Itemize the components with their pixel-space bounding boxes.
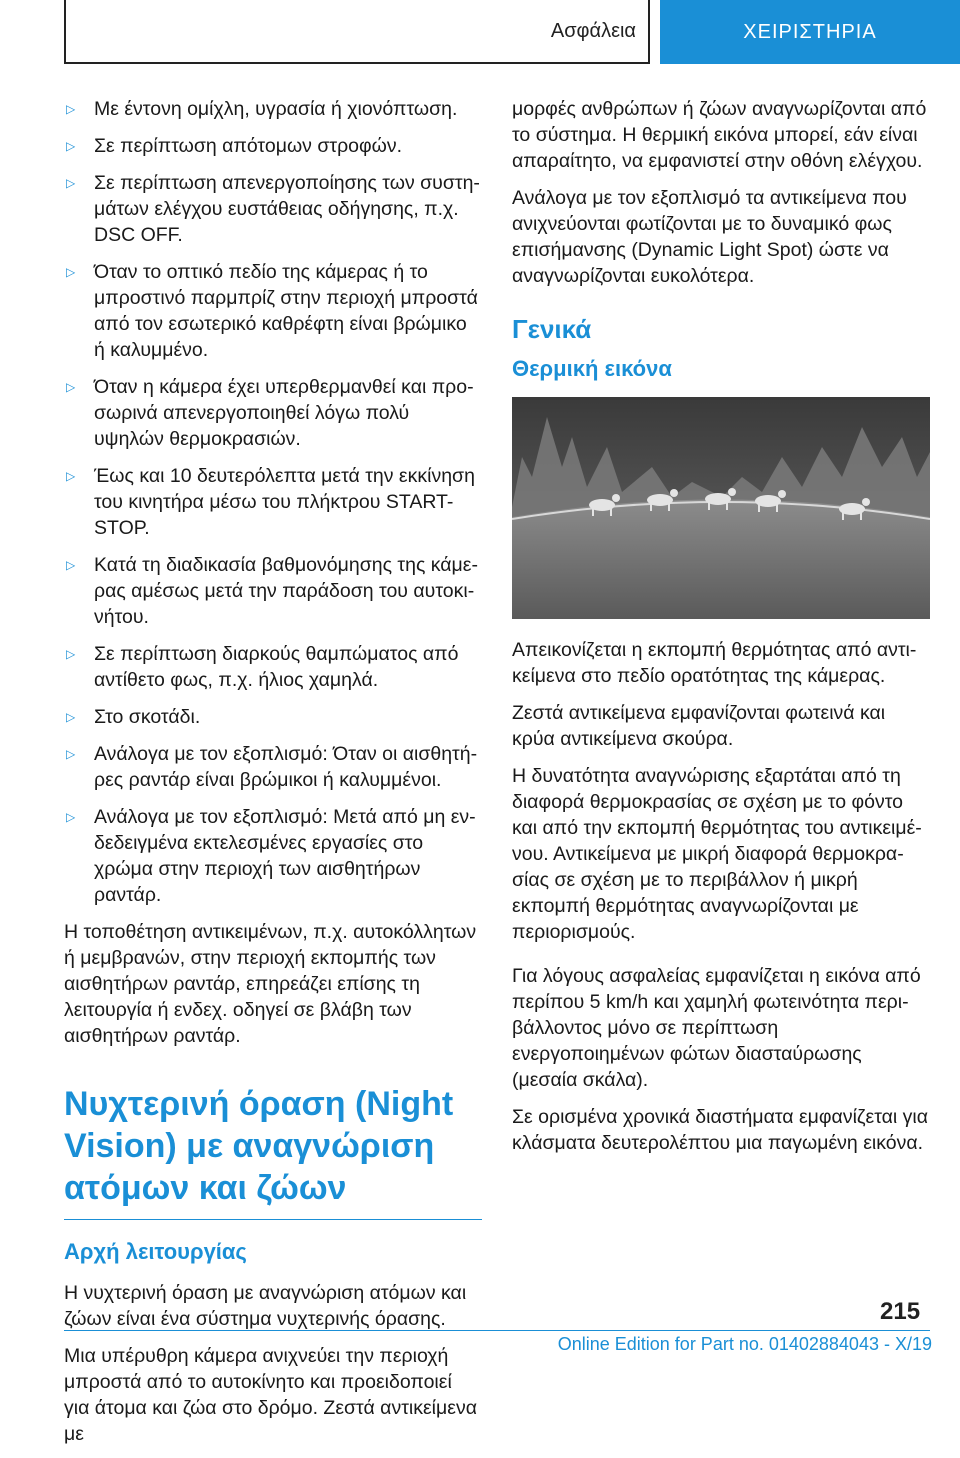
paragraph: Ανάλογα με τον εξοπλισμό τα αντικείμενα που ανιχνεύονται φωτίζονται με το δυναμικό φως επισήμανσης (Dynamic Light Spot) ώστε να αναγνωρίζονται ευκολότερα. — [512, 187, 907, 287]
triangle-bullet-icon: ▷ — [66, 380, 76, 394]
paragraph: Η νυχτερινή όραση με αναγνώριση ατόμων και ζώων είναι ένα σύστημα νυχτερινής όρασης. — [64, 1282, 467, 1330]
chapter-tab: ΧΕΙΡΙΣΤΗΡΙΑ — [660, 0, 960, 64]
list-item: ▷ Έως και 10 δευτερόλεπτα μετά την εκκίνηση του κινητήρα μέσω του πλήκτρου START-STOP. — [66, 465, 475, 539]
triangle-bullet-icon: ▷ — [66, 810, 76, 824]
thermal-image-illustration — [512, 397, 930, 619]
triangle-bullet-icon: ▷ — [66, 469, 76, 483]
triangle-bullet-icon: ▷ — [66, 139, 76, 153]
triangle-bullet-icon: ▷ — [66, 710, 76, 724]
list-item: ▷ Ανάλογα με τον εξοπλισμό: Μετά από μη ενδεδειγμένα εκτελεσμένες εργασίες στο χρώμα στην περιοχή των αισθητήρων ραντάρ. — [66, 806, 476, 906]
section-heading-general: Γενικά — [512, 314, 592, 344]
triangle-bullet-icon: ▷ — [66, 558, 76, 572]
footer-rule — [64, 1330, 930, 1331]
subsection-heading: Αρχή λειτουργίας — [64, 1239, 247, 1264]
list-item: ▷ Σε περίπτωση απενεργοποίησης των συστημάτων ελέγχου ευστάθειας οδήγησης, π.χ. DSC OFF. — [66, 172, 480, 246]
triangle-bullet-icon: ▷ — [66, 747, 76, 761]
triangle-bullet-icon: ▷ — [66, 102, 76, 116]
triangle-bullet-icon: ▷ — [66, 647, 76, 661]
paragraph: Σε ορισμένα χρονικά διαστήματα εμφανίζεται για κλάσματα δευτερολέπτου μια παγωμένη εικόνα. — [512, 1106, 928, 1154]
page-header — [0, 0, 960, 66]
list-item: ▷ Ανάλογα με τον εξοπλισμό: Όταν οι αισθητήρες ραντάρ είναι βρώμικοι ή καλυμμένοι. — [66, 743, 478, 791]
heading-rule — [64, 1219, 482, 1220]
paragraph: Απεικονίζεται η εκπομπή θερμότητας από αντικείμενα στο πεδίο ορατότητας της κάμερας. — [512, 639, 917, 687]
paragraph: Η δυνατότητα αναγνώρισης εξαρτάται από τη διαφορά θερμοκρασίας σε σχέση με το φόντο και από την εκπομπή θερμότητας του αντικειμένου. Αντικείμενα με μικρή διαφορά θερμοκρασίας σε σχέση με το περιβάλλον ή μικρή εκπομπή θερμότητας αναγνωρίζονται με περιορισμούς. — [512, 765, 922, 943]
list-item: ▷ Κατά τη διαδικασία βαθμονόμησης της κάμερας αμέσως μετά την παράδοση του αυτοκινήτου. — [66, 554, 478, 628]
list-item: ▷ Όταν το οπτικό πεδίο της κάμερας ή το μπροστινό παρμπρίζ στην περιοχή μπροστά από τον εσωτερικό καθρέφτη είναι βρώμικο ή καλυμμένο. — [66, 261, 478, 361]
section-tab: Ασφάλεια — [64, 0, 650, 64]
triangle-bullet-icon: ▷ — [66, 176, 76, 190]
list-item: ▷ Όταν η κάμερα έχει υπερθερμανθεί και προσωρινά απενεργοποιηθεί λόγω πολύ υψηλών θερμοκρασιών. — [66, 376, 474, 450]
subsection-heading-thermal: Θερμική εικόνα — [512, 356, 672, 381]
list-item: ▷ Σε περίπτωση διαρκούς θαμπώματος από αντίθετο φως, π.χ. ήλιος χαμηλά. — [66, 643, 459, 691]
list-item: ▷ Με έντονη ομίχλη, υγρασία ή χιονόπτωση. — [66, 98, 458, 120]
paragraph: Μια υπέρυθρη κάμερα ανιχνεύει την περιοχή μπροστά από το αυτοκίνητο και προειδοποιεί για άτομα και ζώα στο δρόμο. Ζεστά αντικείμενα με — [64, 1345, 477, 1445]
paragraph: μορφές ανθρώπων ή ζώων αναγνωρίζονται από το σύστημα. Η θερμική εικόνα μπορεί, εάν είναι απαραίτητο, να εμφανιστεί στην οθόνη ελέγχου. — [512, 98, 927, 172]
left-column — [64, 96, 482, 1458]
list-item: ▷ Σε περίπτωση απότομων στροφών. — [66, 135, 403, 157]
right-column — [512, 96, 930, 1167]
triangle-bullet-icon: ▷ — [66, 265, 76, 279]
paragraph: Ζεστά αντικείμενα εμφανίζονται φωτεινά και κρύα αντικείμενα σκούρα. — [512, 702, 886, 750]
page-number: 215 — [880, 1298, 921, 1325]
footer-text: Online Edition for Part no. 01402884043 - X/19 — [557, 1334, 932, 1354]
radar-paragraph: Η τοποθέτηση αντικειμένων, π.χ. αυτοκόλλητων ή μεμβρανών, στην περιοχή εκπομπής των αισθητήρων ραντάρ, επηρεάζει επίσης τη λειτουργία ή ενδεχ. οδηγεί σε βλάβη των αισθητήρων ραντάρ. — [64, 921, 477, 1047]
paragraph: Για λόγους ασφαλείας εμφανίζεται η εικόνα από περίπου 5 km/h και χαμηλή φωτεινότητα περιβάλλοντος μόνο σε περίπτωση ενεργοποιημένων φώτων διασταύρωσης (μεσαία σκάλα). — [512, 965, 921, 1091]
section-heading: Νυχτερινή όραση (Night Vision) με αναγνώριση ατόμων και ζώων — [64, 1085, 454, 1207]
list-item: ▷ Στο σκοτάδι. — [66, 706, 201, 728]
